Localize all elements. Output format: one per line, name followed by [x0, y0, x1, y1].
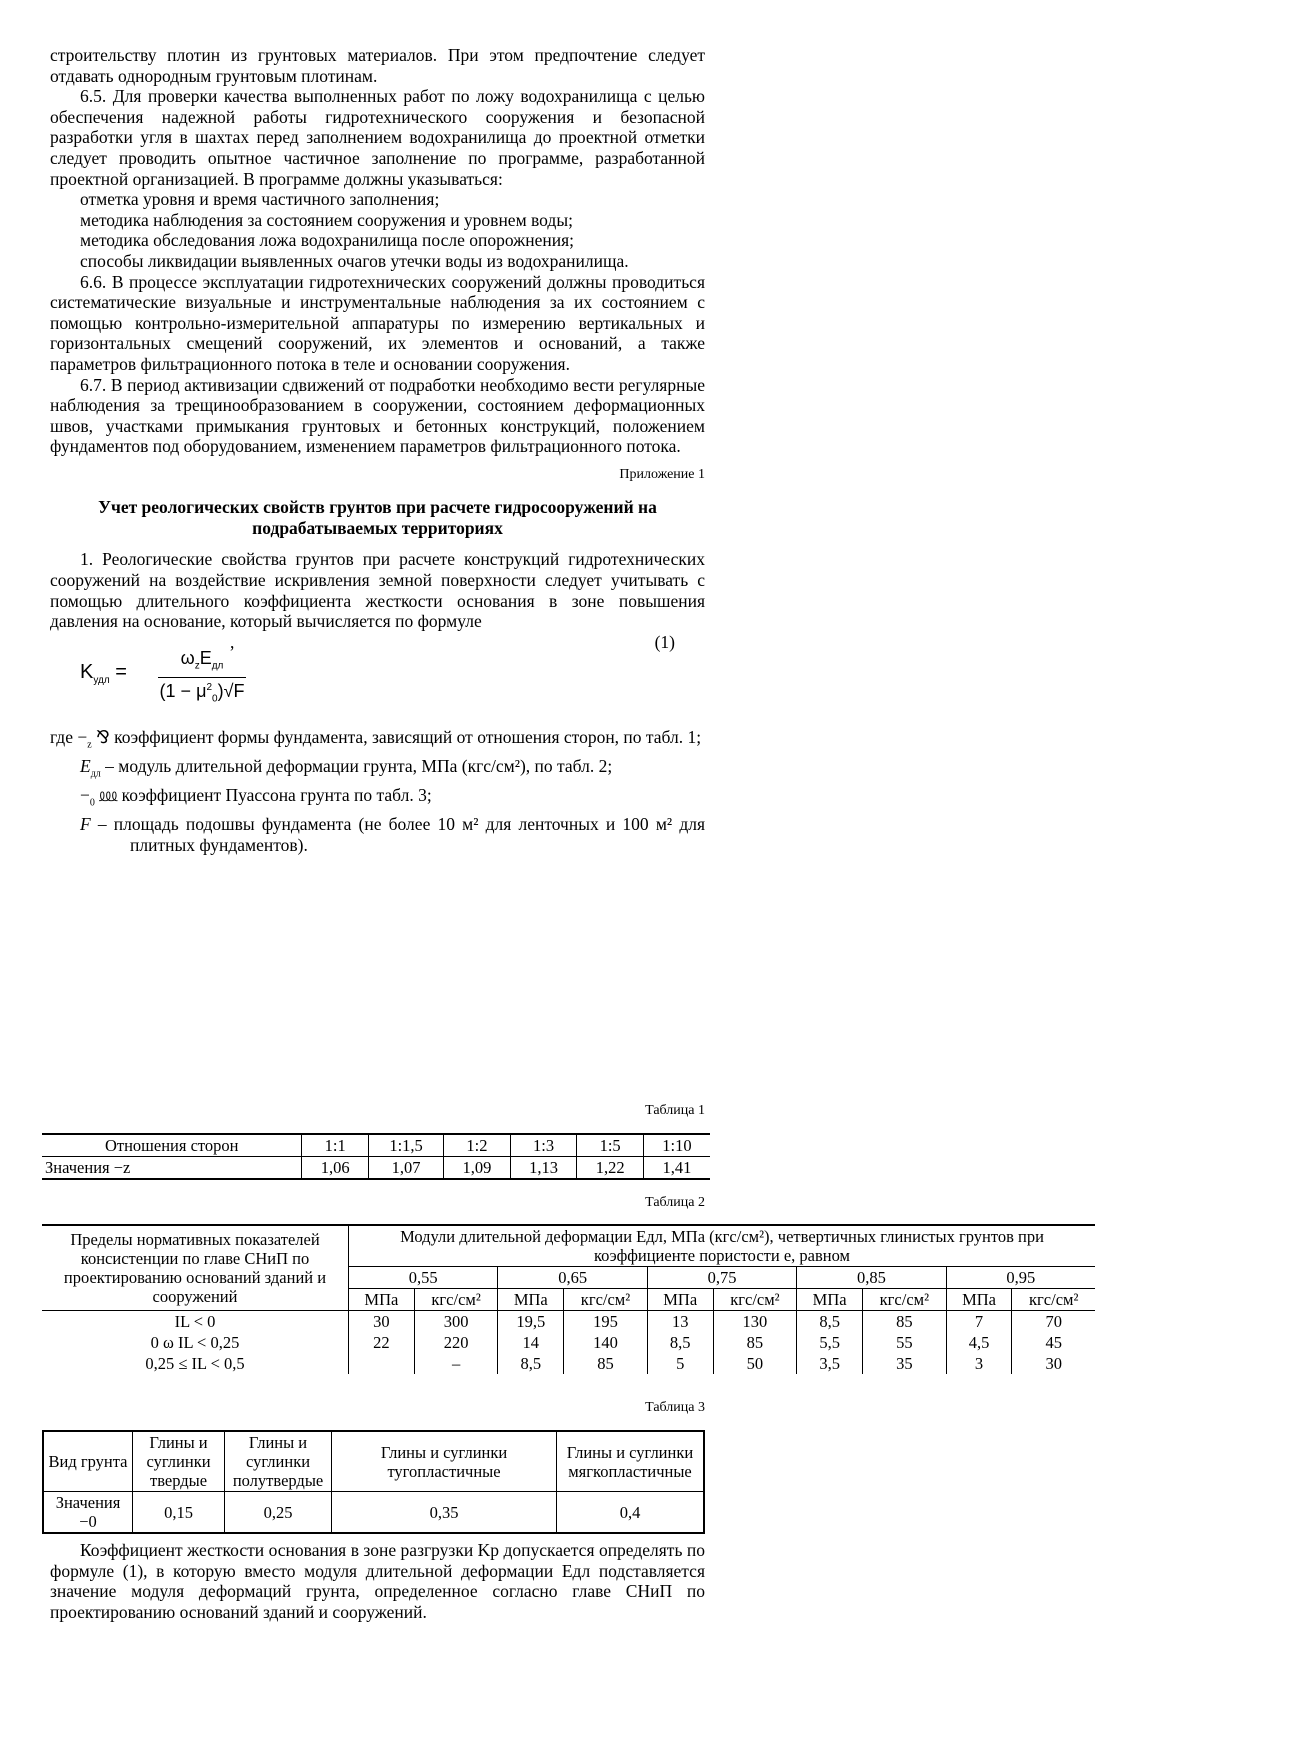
cell: 7: [946, 1311, 1012, 1333]
paragraph: Коэффициент жесткости основания в зоне разгрузки Kр допускается определять по формуле (1), в которую вместо модуля длительной деформации Eдл подставляется значение модуля деформаций грунта, определенное согласно главе СНиП по проектированию оснований зданий и сооружений.: [50, 1540, 705, 1622]
formula-comma: ,: [230, 631, 235, 652]
e-value: 0,55: [349, 1267, 498, 1289]
where-text: ⅋ коэффициент формы фундамента, зависящий от отношения сторон, по табл. 1;: [91, 726, 702, 747]
appendix-title: Учет реологических свойств грунтов при расчете гидросооружений на подрабатываемых территориях: [98, 497, 657, 539]
den-f: F: [233, 681, 245, 702]
cell: 50: [713, 1353, 797, 1374]
paragraph: 6.5. Для проверки качества выполненных работ по ложу водохранилища с целью обеспечения надежной работы гидротехнического сооружения и безопасной разработки угля в шахтах перед заполнением водохранилища до проектной отметки следует проводить опытное частичное заполнение по программе, разработанной проектной организацией. В программе должны указываться:: [50, 86, 705, 189]
table-row: [43, 1492, 704, 1534]
table-row: [42, 1157, 710, 1180]
cell: 140: [564, 1332, 648, 1353]
table-1: [42, 1133, 710, 1180]
cell: 30: [349, 1311, 415, 1333]
formula-eq: =: [115, 660, 127, 683]
cell: 0 ω IL < 0,25: [150, 1333, 240, 1352]
paragraph: 1. Реологические свойства грунтов при расчете конструкций гидротехнических сооружений на воздействие искривления земной поверхности следует учитывать с помощью длительного коэффициента жесткости основания в зоне повышения давления на основание, который вычисляется по формуле: [50, 549, 705, 632]
den-sup: 2: [206, 682, 213, 694]
cell: 1:5: [577, 1134, 644, 1157]
cell: 0,25 ≤ IL < 0,5: [145, 1354, 245, 1373]
cell: 0,35: [332, 1492, 557, 1534]
cell: Глины и суглинки полутвердые: [225, 1431, 332, 1492]
cell: 0,4: [557, 1492, 705, 1534]
formula: , (1) $K_{удл}$ = $\omega_zE_{дл}$ $(1 - \mu^2_0)√F$: [80, 631, 675, 705]
cell: 1,07: [369, 1157, 444, 1180]
table-3: [42, 1430, 705, 1534]
cell: 1,22: [577, 1157, 644, 1180]
cell: 0,25: [225, 1492, 332, 1534]
table1-label: Таблица 1: [645, 1103, 705, 1118]
list-item: отметка уровня и время частичного заполнения;: [80, 189, 440, 210]
table-header: [42, 1134, 710, 1157]
unit-cell: МПа: [946, 1289, 1012, 1311]
cell: 5,5: [797, 1332, 863, 1353]
cell: 1:1,5: [369, 1134, 444, 1157]
cell: Глины и суглинки мягкопластичные: [557, 1431, 705, 1492]
unit-cell: кгс/см²: [863, 1289, 947, 1311]
sym: E: [80, 755, 91, 776]
where-text: – площадь подошвы фундамента (не более 10 м² для ленточных и 100 м² для плитных фундаментов).: [90, 814, 705, 855]
cell: 13: [647, 1311, 713, 1333]
unit-cell: кгс/см²: [713, 1289, 797, 1311]
e-value: 0,65: [498, 1267, 647, 1289]
body-text: [50, 45, 705, 855]
cell: 30: [1012, 1353, 1095, 1374]
cell: 1:1: [302, 1134, 369, 1157]
cell: 22: [349, 1332, 415, 1353]
cell: 0,15: [133, 1492, 225, 1534]
cell: Значения −0: [43, 1492, 133, 1534]
cell: 300: [414, 1311, 498, 1333]
cell: 19,5: [498, 1311, 564, 1333]
cell: Вид грунта: [43, 1431, 133, 1492]
cell: 195: [564, 1311, 648, 1333]
header-cell: Пределы нормативных показателей консистенции по главе СНиП по проектированию оснований зданий и сооружений: [42, 1225, 349, 1311]
cell: 220: [414, 1332, 498, 1353]
e-sub: дл: [211, 660, 224, 672]
cell: 1,41: [643, 1157, 710, 1180]
unit-cell: МПа: [349, 1289, 415, 1311]
formula-number: (1): [654, 631, 675, 652]
sym-sub: z: [87, 739, 92, 751]
cell: Отношения сторон: [104, 1136, 239, 1155]
where-text: ⅏ коэффициент Пуассона грунта по табл. 3;: [94, 785, 432, 806]
unit-cell: МПа: [797, 1289, 863, 1311]
cell: 3,5: [797, 1353, 863, 1374]
unit-cell: МПа: [498, 1289, 564, 1311]
cell: 45: [1012, 1332, 1095, 1353]
omega-sub: z: [194, 660, 200, 672]
sym: −: [80, 785, 90, 806]
cell: 4,5: [946, 1332, 1012, 1353]
cell: 1,06: [302, 1157, 369, 1180]
e-value: 0,95: [946, 1267, 1095, 1289]
sym-sub: 0: [89, 797, 95, 809]
e-value: 0,75: [647, 1267, 796, 1289]
where-list: [50, 727, 705, 855]
cell: 1,13: [510, 1157, 577, 1180]
formula-k: K: [80, 660, 94, 683]
omega: ω: [180, 647, 195, 668]
cell: 8,5: [498, 1353, 564, 1374]
cell: 130: [713, 1311, 797, 1333]
cell: Глины и суглинки тугопластичные: [332, 1431, 557, 1492]
unit-cell: кгс/см²: [1012, 1289, 1095, 1311]
header-cell: Модули длительной деформации Eдл, МПа (кгс/см²), четвертичных глинистых грунтов при коэффициенте пористости e, равном: [349, 1225, 1096, 1267]
cell: 14: [498, 1332, 564, 1353]
table-row: [42, 1311, 1095, 1333]
cell: 55: [863, 1332, 947, 1353]
table-2: [42, 1224, 1095, 1374]
table3-label: Таблица 3: [645, 1400, 705, 1415]
e-symbol: E: [199, 647, 212, 668]
cell: 3: [946, 1353, 1012, 1374]
den-sub: 0: [212, 693, 218, 705]
where-text: – модуль длительной деформации грунта, МПа (кгс/см²), по табл. 2;: [100, 755, 613, 776]
cell: 8,5: [797, 1311, 863, 1333]
unit-cell: кгс/см²: [414, 1289, 498, 1311]
sym: F: [80, 814, 91, 835]
list-item: способы ликвидации выявленных очагов утечки воды из водохранилища.: [80, 250, 629, 271]
list-item: методика наблюдения за состоянием сооружения и уровнем воды;: [80, 209, 573, 230]
cell: 1:2: [444, 1134, 511, 1157]
cell: 1:3: [510, 1134, 577, 1157]
table2-label: Таблица 2: [645, 1195, 705, 1210]
sym: где −: [50, 726, 88, 747]
paragraph: строительству плотин из грунтовых материалов. При этом предпочтение следует отдавать однородным грунтовым плотинам.: [50, 45, 705, 86]
cell: 1,09: [444, 1157, 511, 1180]
list-item: методика обследования ложа водохранилища после опорожнения;: [80, 230, 575, 251]
unit-cell: МПа: [647, 1289, 713, 1311]
cell: Значения −z: [45, 1158, 131, 1177]
cell: 85: [863, 1311, 947, 1333]
cell: 85: [713, 1332, 797, 1353]
cell: 1:10: [643, 1134, 710, 1157]
sym-sub: дл: [90, 768, 101, 780]
unit-cell: кгс/см²: [564, 1289, 648, 1311]
cell: 5: [647, 1353, 713, 1374]
paragraph: 6.6. В процессе эксплуатации гидротехнических сооружений должны проводиться систематические визуальные и инструментальные наблюдения за их состоянием с помощью контрольно-измерительной аппаратуры по измерению вертикальных и горизонтальных смещений сооружений, их элементов и оснований, а также параметров фильтрационного потока в теле и основании сооружения.: [50, 271, 705, 374]
cell: –: [414, 1353, 498, 1374]
cell: 8,5: [647, 1332, 713, 1353]
formula-k-sub: удл: [93, 674, 110, 686]
paragraph: 6.7. В период активизации сдвижений от подработки необходимо вести регулярные наблюдения за трещинообразованием в сооружении, состоянием деформационных швов, участками примыкания грунтовых и бетонных конструкций, положением фундаментов под оборудованием, изменением параметров фильтрационного потока.: [50, 374, 705, 457]
cell: Глины и суглинки твердые: [133, 1431, 225, 1492]
e-value: 0,85: [797, 1267, 946, 1289]
cell: IL < 0: [174, 1312, 216, 1331]
cell: [349, 1353, 415, 1374]
appendix-label: Приложение 1: [619, 466, 705, 482]
den-mu: 1 − μ: [165, 681, 207, 702]
cell: 70: [1012, 1311, 1095, 1333]
table-header: [43, 1431, 704, 1492]
table-row: [42, 1332, 1095, 1353]
table-row: [42, 1353, 1095, 1374]
cell: 85: [564, 1353, 648, 1374]
cell: 35: [863, 1353, 947, 1374]
